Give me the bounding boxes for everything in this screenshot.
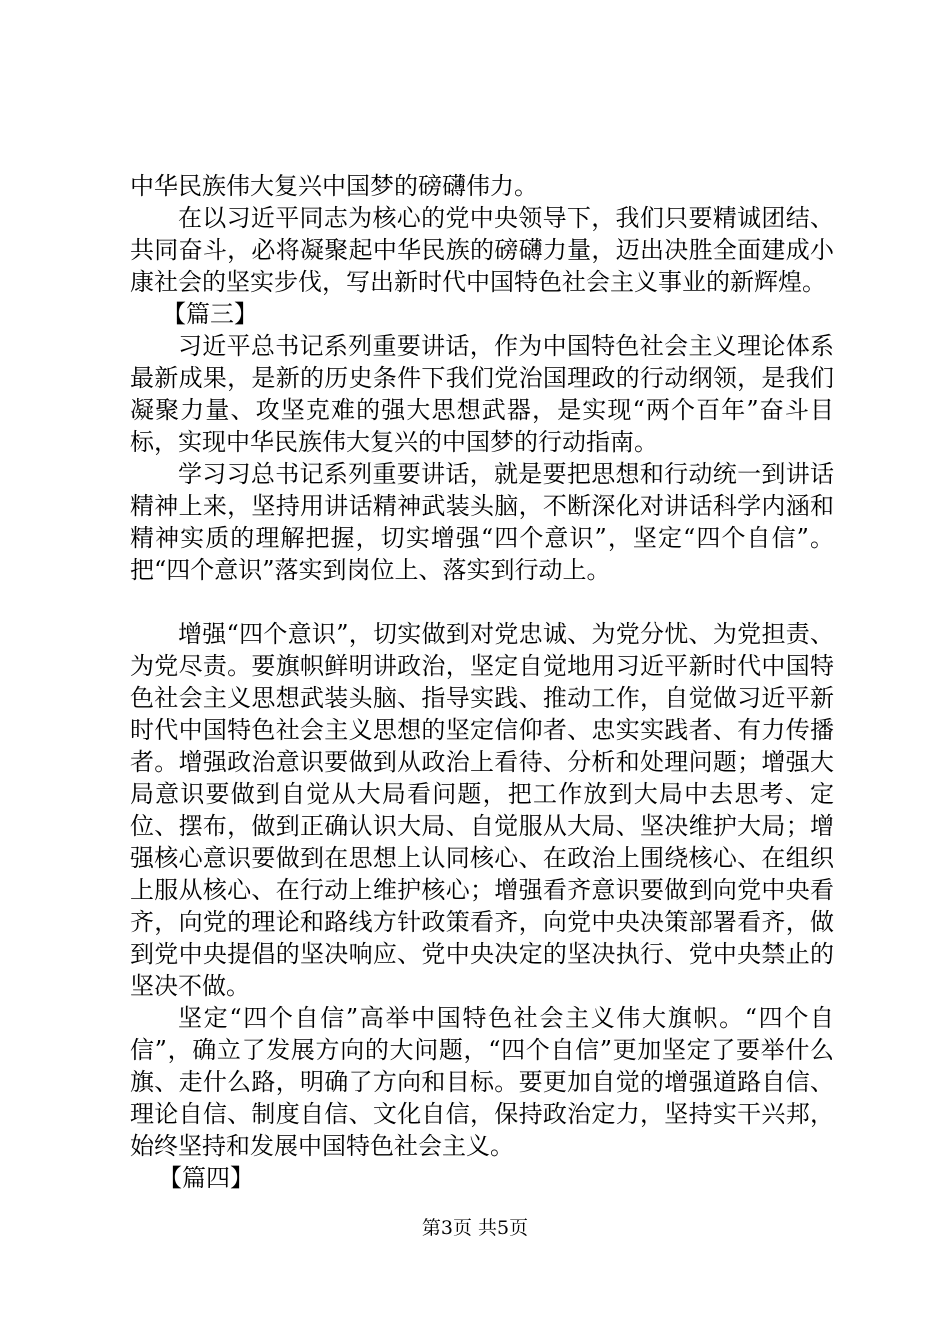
section-heading-4: 【篇四】 (158, 1164, 254, 1192)
section-heading-3: 【篇三】 (162, 300, 258, 328)
page-footer: 第3页 共5页 (421, 1217, 529, 1239)
paragraph-four-consciousness: 增强“四个意识”，切实做到对党忠诚、为党分忧、为党担责、为党尽责。要旗帜鲜明讲政治，坚定自觉地用习近平新时代中国特色社会主义思想武装头脑、指导实践、推动工作，自觉做习近平新时代中国特色社会主义思想的坚定信仰者、忠实实践者、有力传播者。增强政治意识要做到从政治上看待、分析和处理问题；增强大局意识要做到自觉从大局看问题，把工作放到大局中去思考、定位、摆布，做到正确认识大局、自觉服从大局、坚决维护大局；增强核心意识要做到在思想上认同核心、在政治上围绕核心、在组织上服从核心、在行动上维护核心；增强看齐意识要做到向党中央看齐，向党的理论和路线方针政策看齐，向党中央决策部署看齐，做到党中央提倡的坚决响应、党中央决定的坚决执行、党中央禁止的坚决不做。 (130, 620, 834, 1000)
paragraph-four-confidence: 坚定“四个自信”高举中国特色社会主义伟大旗帜。“四个自信”，确立了发展方向的大问题，“四个自信”更加坚定了要举什么旗、走什么路，明确了方向和目标。要更加自觉的增强道路自信、理论自信、制度自信、文化自信，保持政治定力，坚持实干兴邦，始终坚持和发展中国特色社会主义。 (130, 1004, 834, 1160)
document-body (130, 170, 834, 1194)
paragraph-continued: 中华民族伟大复兴中国梦的磅礴伟力。 (130, 172, 538, 200)
paragraph-gap (130, 586, 834, 618)
paragraph-speech-guide: 习近平总书记系列重要讲话，作为中国特色社会主义理论体系最新成果，是新的历史条件下我们党治国理政的行动纲领，是我们凝聚力量、攻坚克难的强大思想武器，是实现“两个百年”奋斗目标，实现中华民族伟大复兴的中国梦的行动指南。 (130, 332, 834, 456)
paragraph-leadership: 在以习近平同志为核心的党中央领导下，我们只要精诚团结、共同奋斗，必将凝聚起中华民族的磅礴力量，迈出决胜全面建成小康社会的坚实步伐，写出新时代中国特色社会主义事业的新辉煌。 (130, 204, 834, 296)
paragraph-study-speech: 学习习总书记系列重要讲话，就是要把思想和行动统一到讲话精神上来，坚持用讲话精神武装头脑，不断深化对讲话科学内涵和精神实质的理解把握，切实增强“四个意识”，坚定“四个自信”。把“四个意识”落实到岗位上、落实到行动上。 (130, 460, 834, 584)
